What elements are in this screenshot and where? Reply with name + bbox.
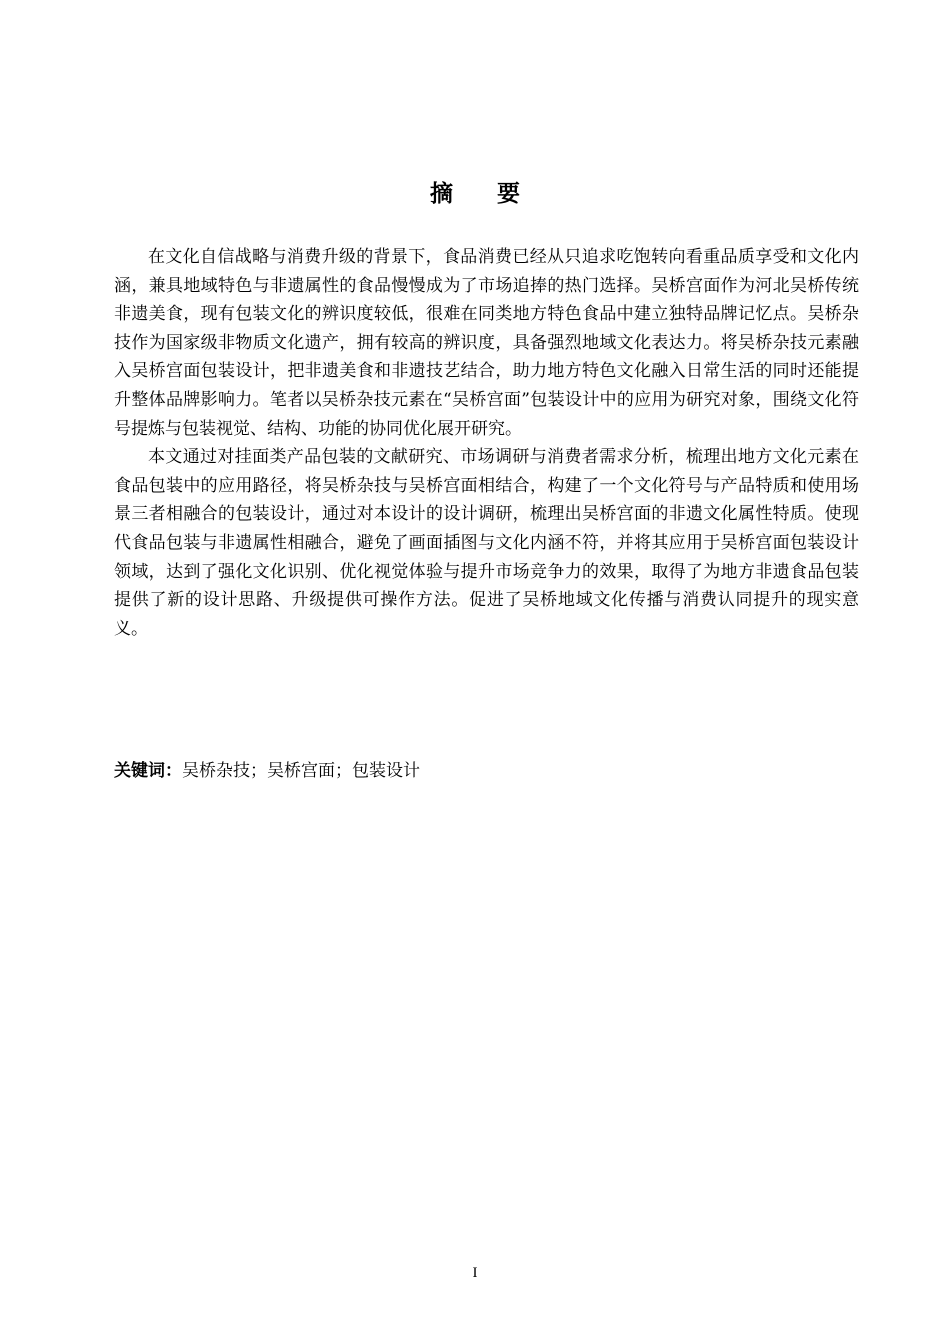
- keywords-line: [114, 757, 859, 785]
- keywords-value: 吴桥杂技；吴桥宫面；包装设计: [182, 761, 420, 781]
- abstract-paragraph-2: 本文通过对挂面类产品包装的文献研究、市场调研与消费者需求分析，梳理出地方文化元素在食品包装中的应用路径，将吴桥杂技与吴桥宫面相结合，构建了一个文化符号与产品特质和使用场景三者相融合的包装设计，通过对本设计的设计调研，梳理出吴桥宫面的非遗文化属性特质。使现代食品包装与非遗属性相融合，避免了画面插图与文化内涵不符，并将其应用于吴桥宫面包装设计领域，达到了强化文化识别、优化视觉体验与提升市场竞争力的效果，取得了为地方非遗食品包装提供了新的设计思路、升级提供可操作方法。促进了吴桥地域文化传播与消费认同提升的现实意义。: [114, 447, 859, 639]
- abstract-paragraph-1: 在文化自信战略与消费升级的背景下，食品消费已经从只追求吃饱转向看重品质享受和文化内涵，兼具地域特色与非遗属性的食品慢慢成为了市场追捧的热门选择。吴桥宫面作为河北吴桥传统非遗美食，现有包装文化的辨识度较低，很难在同类地方特色食品中建立独特品牌记忆点。吴桥杂技作为国家级非物质文化遗产，拥有较高的辨识度，具备强烈地域文化表达力。将吴桥杂技元素融入吴桥宫面包装设计，把非遗美食和非遗技艺结合，助力地方特色文化融入日常生活的同时还能提升整体品牌影响力。笔者以吴桥杂技元素在“吴桥宫面”包装设计中的应用为研究对象，围绕文化符号提炼与包装视觉、结构、功能的协同优化展开研究。: [114, 247, 859, 439]
- page-number: I: [472, 1265, 478, 1281]
- abstract-body: [114, 243, 859, 643]
- abstract-title: 摘 要: [429, 181, 538, 207]
- keywords-label: 关键词：: [114, 761, 182, 781]
